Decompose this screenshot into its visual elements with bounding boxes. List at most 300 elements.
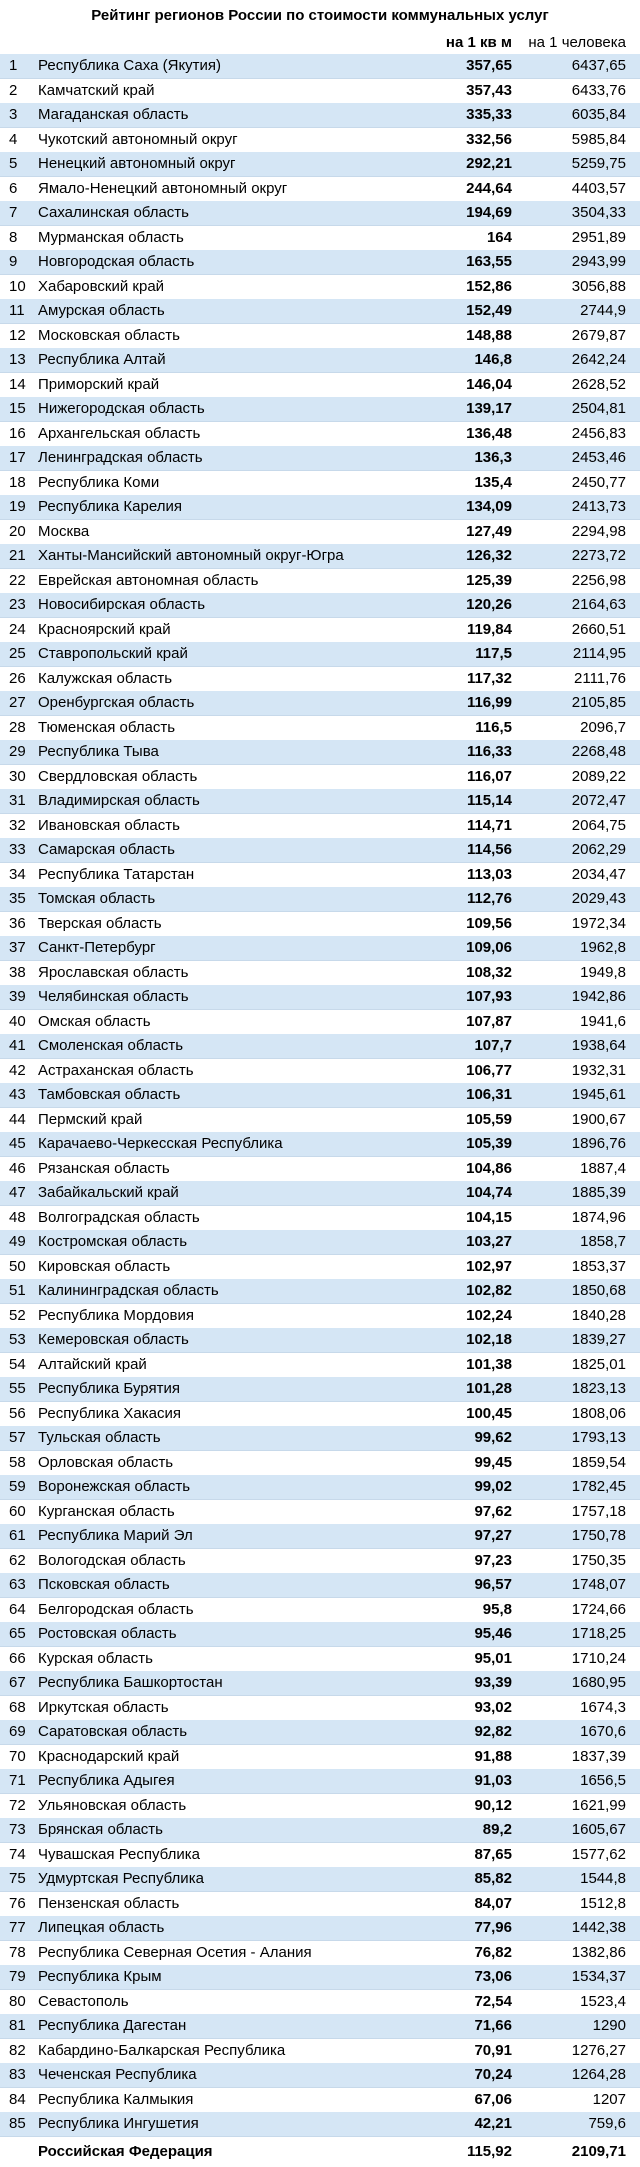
table-row [0, 152, 640, 177]
table-row [0, 1181, 640, 1206]
table-row [0, 838, 640, 863]
per-person-cell: 6433,76 [571, 82, 626, 99]
rank-cell: 45 [0, 1132, 30, 1157]
total-row [0, 2137, 640, 2167]
rank-cell: 52 [9, 1307, 26, 1324]
per-sqm-cell: 139,17 [410, 397, 522, 422]
region-cell: Ненецкий автономный округ [30, 152, 410, 177]
region-cell: Республика Дагестан [30, 2014, 410, 2039]
table-row [0, 1769, 640, 1794]
per-sqm-cell: 116,99 [410, 691, 522, 716]
per-person-cell: 1207 [592, 2091, 626, 2108]
region-cell: Архангельская область [38, 425, 201, 442]
per-sqm-cell: 106,77 [466, 1062, 512, 1079]
per-person-cell: 2105,85 [522, 691, 640, 716]
per-person-cell: 5985,84 [571, 131, 626, 148]
rank-cell: 50 [9, 1258, 26, 1275]
table-row [0, 1500, 640, 1525]
rank-cell: 67 [0, 1671, 30, 1696]
rank-cell: 12 [9, 327, 26, 344]
region-cell: Пензенская область [38, 1895, 180, 1912]
region-cell: Кабардино-Балкарская Республика [38, 2042, 286, 2059]
table-row [0, 446, 640, 471]
region-cell: Алтайский край [38, 1356, 147, 1373]
rank-cell: 77 [0, 1916, 30, 1941]
rank-cell: 85 [0, 2112, 30, 2137]
region-cell: Республика Марий Эл [30, 1524, 410, 1549]
table-row [0, 348, 640, 373]
region-cell: Рязанская область [38, 1160, 170, 1177]
total-per-person: 2109,71 [571, 2143, 626, 2160]
per-person-cell: 2114,95 [522, 642, 640, 667]
table-row [0, 1818, 640, 1843]
per-sqm-cell: 134,09 [410, 495, 522, 520]
per-person-cell: 2413,73 [522, 495, 640, 520]
rank-cell: 46 [9, 1160, 26, 1177]
rank-cell: 43 [0, 1083, 30, 1108]
rank-cell: 68 [9, 1699, 26, 1716]
region-cell: Ростовская область [30, 1622, 410, 1647]
per-person-cell: 1750,78 [522, 1524, 640, 1549]
rank-cell: 32 [9, 817, 26, 834]
table-row [0, 471, 640, 496]
table-row [0, 618, 640, 643]
rank-cell: 23 [0, 593, 30, 618]
table-row [0, 1304, 640, 1329]
rank-cell: 36 [9, 915, 26, 932]
table-row [0, 2088, 640, 2113]
table-row [0, 1059, 640, 1084]
per-person-cell: 1512,8 [580, 1895, 626, 1912]
per-person-cell: 2096,7 [580, 719, 626, 736]
per-person-cell: 2072,47 [522, 789, 640, 814]
rank-cell: 49 [0, 1230, 30, 1255]
per-person-cell: 1837,39 [571, 1748, 626, 1765]
rank-cell: 42 [9, 1062, 26, 1079]
rank-cell: 27 [0, 691, 30, 716]
region-cell: Санкт-Петербург [30, 936, 410, 961]
per-person-cell: 1544,8 [522, 1867, 640, 1892]
region-cell: Псковская область [30, 1573, 410, 1598]
table-row [0, 1353, 640, 1378]
region-cell: Удмуртская Республика [30, 1867, 410, 1892]
region-cell: Республика Бурятия [30, 1377, 410, 1402]
rank-cell: 22 [9, 572, 26, 589]
table-row [0, 201, 640, 226]
per-person-cell: 1605,67 [522, 1818, 640, 1843]
region-cell: Москва [38, 523, 90, 540]
region-cell: Астраханская область [38, 1062, 194, 1079]
region-cell: Челябинская область [30, 985, 410, 1010]
per-person-cell: 2111,76 [574, 670, 626, 687]
rank-cell: 60 [9, 1503, 26, 1520]
region-cell: Волгоградская область [38, 1209, 200, 1226]
per-sqm-cell: 93,02 [474, 1699, 512, 1716]
rank-cell: 16 [9, 425, 26, 442]
table-row [0, 103, 640, 128]
per-person-cell: 6437,65 [522, 54, 640, 79]
table-row [0, 789, 640, 814]
rank-cell: 78 [9, 1944, 26, 1961]
table-row [0, 79, 640, 104]
header-spacer [0, 31, 410, 54]
per-sqm-cell: 85,82 [410, 1867, 522, 1892]
ranking-table-body [0, 54, 640, 2137]
per-person-cell: 1674,3 [580, 1699, 626, 1716]
per-person-cell: 1850,68 [522, 1279, 640, 1304]
region-cell: Республика Ингушетия [30, 2112, 410, 2137]
rank-cell: 17 [0, 446, 30, 471]
rank-cell: 76 [9, 1895, 26, 1912]
per-sqm-cell: 194,69 [410, 201, 522, 226]
region-cell: Кировская область [38, 1258, 171, 1275]
per-person-cell: 2951,89 [571, 229, 626, 246]
region-cell: Московская область [38, 327, 180, 344]
table-row [0, 1034, 640, 1059]
table-row [0, 1990, 640, 2015]
total-per-sqm: 115,92 [466, 2143, 512, 2160]
rank-cell: 28 [9, 719, 26, 736]
region-cell: Омская область [38, 1013, 151, 1030]
per-sqm-cell: 106,31 [410, 1083, 522, 1108]
table-row [0, 691, 640, 716]
rank-cell: 48 [9, 1209, 26, 1226]
per-person-cell: 2273,72 [522, 544, 640, 569]
table-row [0, 495, 640, 520]
table-row [0, 250, 640, 275]
per-sqm-cell: 102,82 [410, 1279, 522, 1304]
per-sqm-cell: 97,62 [474, 1503, 512, 1520]
rank-cell: 83 [0, 2063, 30, 2088]
table-row [0, 299, 640, 324]
per-sqm-cell: 73,06 [410, 1965, 522, 1990]
per-person-cell: 759,6 [522, 2112, 640, 2137]
per-person-cell: 1808,06 [571, 1405, 626, 1422]
region-cell: Республика Тыва [30, 740, 410, 765]
table-row [0, 814, 640, 839]
per-sqm-cell: 116,07 [466, 768, 512, 785]
per-person-cell: 1938,64 [522, 1034, 640, 1059]
per-person-cell: 1874,96 [571, 1209, 626, 1226]
table-row [0, 1010, 640, 1035]
table-row [0, 887, 640, 912]
region-cell: Ярославская область [38, 964, 189, 981]
table-row [0, 1573, 640, 1598]
region-cell: Смоленская область [30, 1034, 410, 1059]
region-cell: Тверская область [38, 915, 162, 932]
per-sqm-cell: 152,49 [410, 299, 522, 324]
table-row [0, 544, 640, 569]
table-row [0, 1794, 640, 1819]
rank-cell: 62 [9, 1552, 26, 1569]
per-person-cell: 2450,77 [571, 474, 626, 491]
rank-cell: 51 [0, 1279, 30, 1304]
region-cell: Самарская область [30, 838, 410, 863]
table-row [0, 1083, 640, 1108]
region-cell: Республика Башкортостан [30, 1671, 410, 1696]
region-cell: Республика Адыгея [30, 1769, 410, 1794]
per-person-cell: 1839,27 [522, 1328, 640, 1353]
per-person-cell: 3504,33 [522, 201, 640, 226]
per-sqm-cell: 117,5 [410, 642, 522, 667]
per-sqm-cell: 116,33 [410, 740, 522, 765]
per-sqm-cell: 107,87 [466, 1013, 512, 1030]
per-person-cell: 2628,52 [571, 376, 626, 393]
per-sqm-cell: 89,2 [410, 1818, 522, 1843]
per-person-cell: 1900,67 [571, 1111, 626, 1128]
rank-cell: 58 [9, 1454, 26, 1471]
rank-cell: 29 [0, 740, 30, 765]
per-person-cell: 1264,28 [522, 2063, 640, 2088]
region-cell: Курская область [38, 1650, 153, 1667]
region-cell: Новгородская область [30, 250, 410, 275]
per-person-cell: 2943,99 [522, 250, 640, 275]
per-sqm-cell: 335,33 [410, 103, 522, 128]
per-person-cell: 1724,66 [571, 1601, 626, 1618]
per-sqm-cell: 120,26 [410, 593, 522, 618]
per-sqm-cell: 109,56 [466, 915, 512, 932]
table-row [0, 740, 640, 765]
rank-cell: 20 [9, 523, 26, 540]
table-row [0, 1475, 640, 1500]
region-cell: Магаданская область [30, 103, 410, 128]
table-row [0, 716, 640, 741]
per-person-cell: 1523,4 [580, 1993, 626, 2010]
table-row [0, 1328, 640, 1353]
table-row [0, 1965, 640, 1990]
table-row [0, 667, 640, 692]
per-sqm-cell: 70,24 [410, 2063, 522, 2088]
per-sqm-cell: 102,18 [410, 1328, 522, 1353]
per-person-cell: 2294,98 [571, 523, 626, 540]
region-cell: Калининградская область [30, 1279, 410, 1304]
table-row [0, 1402, 640, 1427]
rank-cell: 75 [0, 1867, 30, 1892]
region-cell: Севастополь [38, 1993, 129, 2010]
header-per-person: на 1 человека [528, 34, 626, 51]
per-person-cell: 2256,98 [571, 572, 626, 589]
per-sqm-cell: 99,02 [410, 1475, 522, 1500]
rank-cell: 5 [0, 152, 30, 177]
per-sqm-cell: 96,57 [410, 1573, 522, 1598]
per-sqm-cell: 136,3 [410, 446, 522, 471]
per-sqm-cell: 102,24 [466, 1307, 512, 1324]
region-cell: Воронежская область [30, 1475, 410, 1500]
region-cell: Орловская область [38, 1454, 174, 1471]
per-sqm-cell: 127,49 [466, 523, 512, 540]
per-person-cell: 1656,5 [522, 1769, 640, 1794]
region-cell: Ямало-Ненецкий автономный округ [38, 180, 288, 197]
table-title: Рейтинг регионов России по стоимости коммунальных услуг [91, 7, 549, 24]
rank-cell: 30 [9, 768, 26, 785]
region-cell: Хабаровский край [38, 278, 165, 295]
region-cell: Республика Мордовия [38, 1307, 194, 1324]
per-sqm-cell: 76,82 [474, 1944, 512, 1961]
per-person-cell: 1858,7 [522, 1230, 640, 1255]
rank-cell: 69 [0, 1720, 30, 1745]
region-cell: Республика Алтай [30, 348, 410, 373]
per-person-cell: 1859,54 [571, 1454, 626, 1471]
rank-cell: 64 [9, 1601, 26, 1618]
per-person-cell: 1757,18 [571, 1503, 626, 1520]
per-sqm-cell: 87,65 [474, 1846, 512, 1863]
per-sqm-cell: 104,74 [410, 1181, 522, 1206]
rank-cell: 65 [0, 1622, 30, 1647]
table-row [0, 520, 640, 545]
region-cell: Свердловская область [38, 768, 198, 785]
rank-cell: 35 [0, 887, 30, 912]
rank-cell: 80 [9, 1993, 26, 2010]
per-person-cell: 1945,61 [522, 1083, 640, 1108]
rank-cell: 53 [0, 1328, 30, 1353]
table-row [0, 226, 640, 251]
per-sqm-cell: 90,12 [474, 1797, 512, 1814]
region-cell: Владимирская область [30, 789, 410, 814]
per-sqm-cell: 152,86 [466, 278, 512, 295]
per-sqm-cell: 97,23 [474, 1552, 512, 1569]
per-sqm-cell: 119,84 [466, 621, 512, 638]
per-sqm-cell: 112,76 [410, 887, 522, 912]
table-row [0, 422, 640, 447]
table-row [0, 1696, 640, 1721]
region-cell: Саратовская область [30, 1720, 410, 1745]
rank-cell: 81 [0, 2014, 30, 2039]
region-cell: Курганская область [38, 1503, 175, 1520]
per-sqm-cell: 70,91 [474, 2042, 512, 2059]
per-sqm-cell: 125,39 [466, 572, 512, 589]
column-headers [0, 31, 640, 54]
rank-cell: 25 [0, 642, 30, 667]
per-person-cell: 1710,24 [571, 1650, 626, 1667]
region-cell: Сахалинская область [30, 201, 410, 226]
per-sqm-cell: 93,39 [410, 1671, 522, 1696]
region-cell: Приморский край [38, 376, 160, 393]
region-cell: Камчатский край [38, 82, 155, 99]
region-cell: Оренбургская область [30, 691, 410, 716]
rank-cell: 47 [0, 1181, 30, 1206]
table-row [0, 324, 640, 349]
table-row [0, 128, 640, 153]
per-person-cell: 1823,13 [522, 1377, 640, 1402]
table-row [0, 1916, 640, 1941]
per-sqm-cell: 117,32 [466, 670, 512, 687]
total-label: Российская Федерация [38, 2143, 213, 2160]
per-sqm-cell: 91,88 [474, 1748, 512, 1765]
per-sqm-cell: 101,38 [466, 1356, 512, 1373]
per-sqm-cell: 116,5 [475, 719, 512, 736]
per-sqm-cell: 163,55 [410, 250, 522, 275]
per-person-cell: 2164,63 [522, 593, 640, 618]
region-cell: Ленинградская область [30, 446, 410, 471]
per-person-cell: 1793,13 [522, 1426, 640, 1451]
region-cell: Иркутская область [38, 1699, 169, 1716]
per-sqm-cell: 357,65 [410, 54, 522, 79]
region-cell: Белгородская область [38, 1601, 194, 1618]
table-row [0, 1279, 640, 1304]
rank-cell: 33 [0, 838, 30, 863]
region-cell: Республика Хакасия [38, 1405, 182, 1422]
per-sqm-cell: 104,86 [466, 1160, 512, 1177]
rank-cell: 82 [9, 2042, 26, 2059]
rank-cell: 26 [9, 670, 26, 687]
table-row [0, 2039, 640, 2064]
rank-cell: 71 [0, 1769, 30, 1794]
per-person-cell: 6035,84 [522, 103, 640, 128]
region-cell: Брянская область [30, 1818, 410, 1843]
per-person-cell: 2029,43 [522, 887, 640, 912]
rank-cell: 8 [9, 229, 18, 246]
region-cell: Томская область [30, 887, 410, 912]
per-sqm-cell: 77,96 [410, 1916, 522, 1941]
region-cell: Ульяновская область [38, 1797, 187, 1814]
table-row [0, 1108, 640, 1133]
table-row [0, 2063, 640, 2088]
rank-cell: 73 [0, 1818, 30, 1843]
rank-cell: 74 [9, 1846, 26, 1863]
per-person-cell: 2453,46 [522, 446, 640, 471]
per-person-cell: 1896,76 [522, 1132, 640, 1157]
table-row [0, 593, 640, 618]
region-cell: Ставропольский край [30, 642, 410, 667]
table-row [0, 1377, 640, 1402]
table-row [0, 54, 640, 79]
per-person-cell: 1534,37 [522, 1965, 640, 1990]
region-cell: Карачаево-Черкесская Республика [30, 1132, 410, 1157]
table-row [0, 1230, 640, 1255]
table-row [0, 1451, 640, 1476]
table-row [0, 961, 640, 986]
rank-cell: 15 [0, 397, 30, 422]
region-cell: Республика Крым [30, 1965, 410, 1990]
table-row [0, 863, 640, 888]
per-sqm-cell: 357,43 [466, 82, 512, 99]
table-row [0, 1622, 640, 1647]
region-cell: Республика Татарстан [38, 866, 195, 883]
per-sqm-cell: 95,01 [474, 1650, 512, 1667]
per-sqm-cell: 104,15 [466, 1209, 512, 1226]
region-cell: Тульская область [30, 1426, 410, 1451]
per-person-cell: 1382,86 [571, 1944, 626, 1961]
region-cell: Республика Северная Осетия - Алания [38, 1944, 312, 1961]
per-person-cell: 1885,39 [522, 1181, 640, 1206]
region-cell: Тюменская область [38, 719, 176, 736]
table-row [0, 373, 640, 398]
per-person-cell: 2642,24 [522, 348, 640, 373]
table-row [0, 1867, 640, 1892]
per-person-cell: 1962,8 [522, 936, 640, 961]
per-person-cell: 2456,83 [571, 425, 626, 442]
region-cell: Новосибирская область [30, 593, 410, 618]
rank-cell: 40 [9, 1013, 26, 1030]
per-sqm-cell: 97,27 [410, 1524, 522, 1549]
table-row [0, 275, 640, 300]
region-cell: Кемеровская область [30, 1328, 410, 1353]
region-cell: Красноярский край [38, 621, 171, 638]
rank-cell: 4 [9, 131, 18, 148]
per-sqm-cell: 113,03 [466, 866, 512, 883]
per-sqm-cell: 148,88 [466, 327, 512, 344]
region-cell: Тамбовская область [30, 1083, 410, 1108]
table-row [0, 936, 640, 961]
region-cell: Чеченская Республика [30, 2063, 410, 2088]
per-sqm-cell: 95,46 [410, 1622, 522, 1647]
table-row [0, 1206, 640, 1231]
per-sqm-cell: 136,48 [466, 425, 512, 442]
rank-cell: 3 [0, 103, 30, 128]
rank-cell: 34 [9, 866, 26, 883]
per-person-cell: 1577,62 [571, 1846, 626, 1863]
per-person-cell: 1825,01 [571, 1356, 626, 1373]
